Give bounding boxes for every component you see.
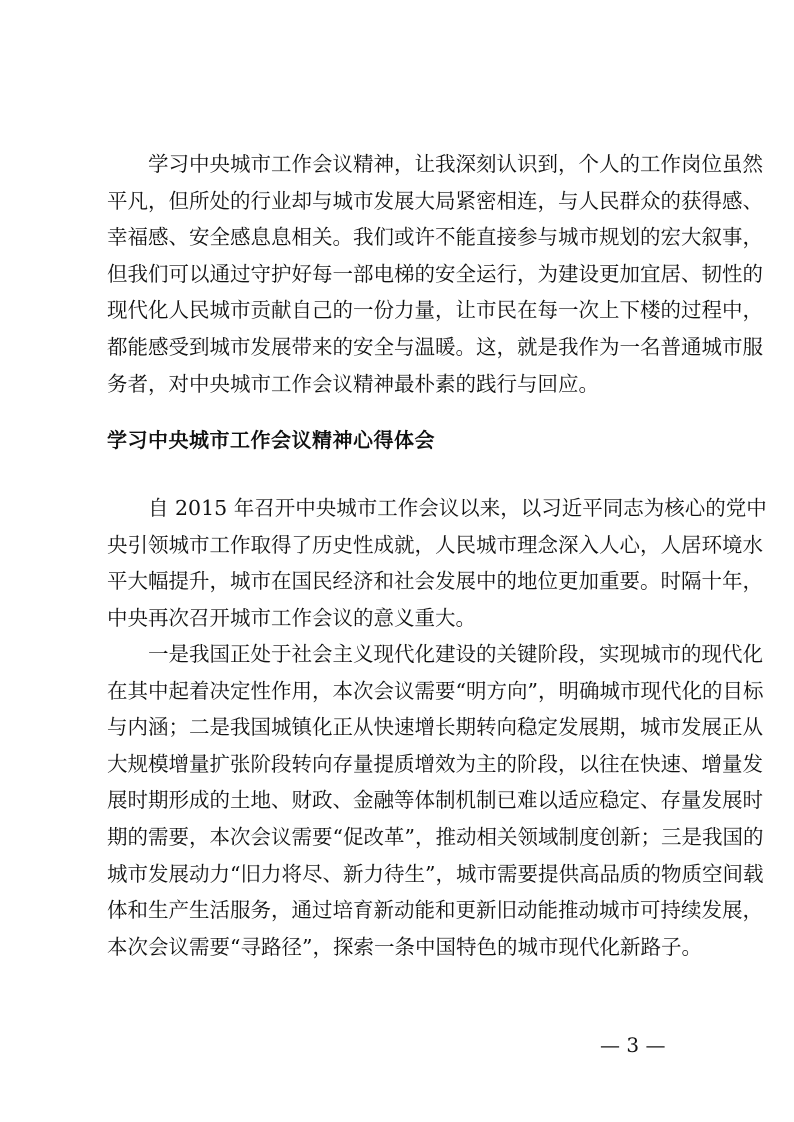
text-line: 现代化人民城市贡献自己的一份力量，让市民在每一次上下楼的过程中，: [107, 298, 763, 323]
text-line: 中央再次召开城市工作会议的意义重大。: [107, 605, 476, 630]
text-line: 平凡，但所处的行业却与城市发展大局紧密相连，与人民群众的获得感、: [107, 188, 763, 213]
text-line: 自 2015 年召开中央城市工作会议以来，以习近平同志为核心的党中: [148, 496, 767, 520]
text-line: 务者，对中央城市工作会议精神最朴素的践行与回应。: [107, 371, 599, 396]
section-heading: 学习中央城市工作会议精神心得体会: [107, 428, 435, 452]
text-line: 展时期形成的土地、财政、金融等体制机制已难以适应稳定、存量发展时: [107, 788, 763, 813]
text-line: 幸福感、安全感息息相关。我们或许不能直接参与城市规划的宏大叙事，: [107, 225, 763, 250]
text-line: 央引领城市工作取得了历史性成就，人民城市理念深入人心，人居环境水: [107, 532, 763, 557]
text-line: 与内涵；二是我国城镇化正从快速增长期转向稳定发展期，城市发展正从: [107, 715, 763, 740]
text-line: 一是我国正处于社会主义现代化建设的关键阶段，实现城市的现代化: [148, 642, 763, 666]
page-number: — 3 —: [600, 1033, 666, 1057]
text-line: 都能感受到城市发展带来的安全与温暖。这，就是我作为一名普通城市服: [107, 335, 763, 359]
text-line: 本次会议需要“寻路径”，探索一条中国特色的城市现代化新路子。: [107, 934, 702, 959]
text-line: 在其中起着决定性作用，本次会议需要“明方向”，明确城市现代化的目标: [107, 678, 764, 703]
text-line: 但我们可以通过守护好每一部电梯的安全运行，为建设更加宜居、韧性的: [107, 261, 763, 286]
text-line: 期的需要，本次会议需要“促改革”，推动相关领域制度创新；三是我国的: [107, 825, 764, 849]
text-line: 平大幅提升，城市在国民经济和社会发展中的地位更加重要。时隔十年，: [107, 569, 763, 594]
text-line: 城市发展动力“旧力将尽、新力待生”，城市需要提供高品质的物质空间载: [107, 861, 764, 886]
text-line: 大规模增量扩张阶段转向存量提质增效为主的阶段，以往在快速、增量发: [107, 751, 763, 776]
text-line: 学习中央城市工作会议精神，让我深刻认识到，个人的工作岗位虽然: [148, 152, 763, 176]
text-line: 体和生产生活服务，通过培育新动能和更新旧动能推动城市可持续发展，: [107, 898, 763, 923]
